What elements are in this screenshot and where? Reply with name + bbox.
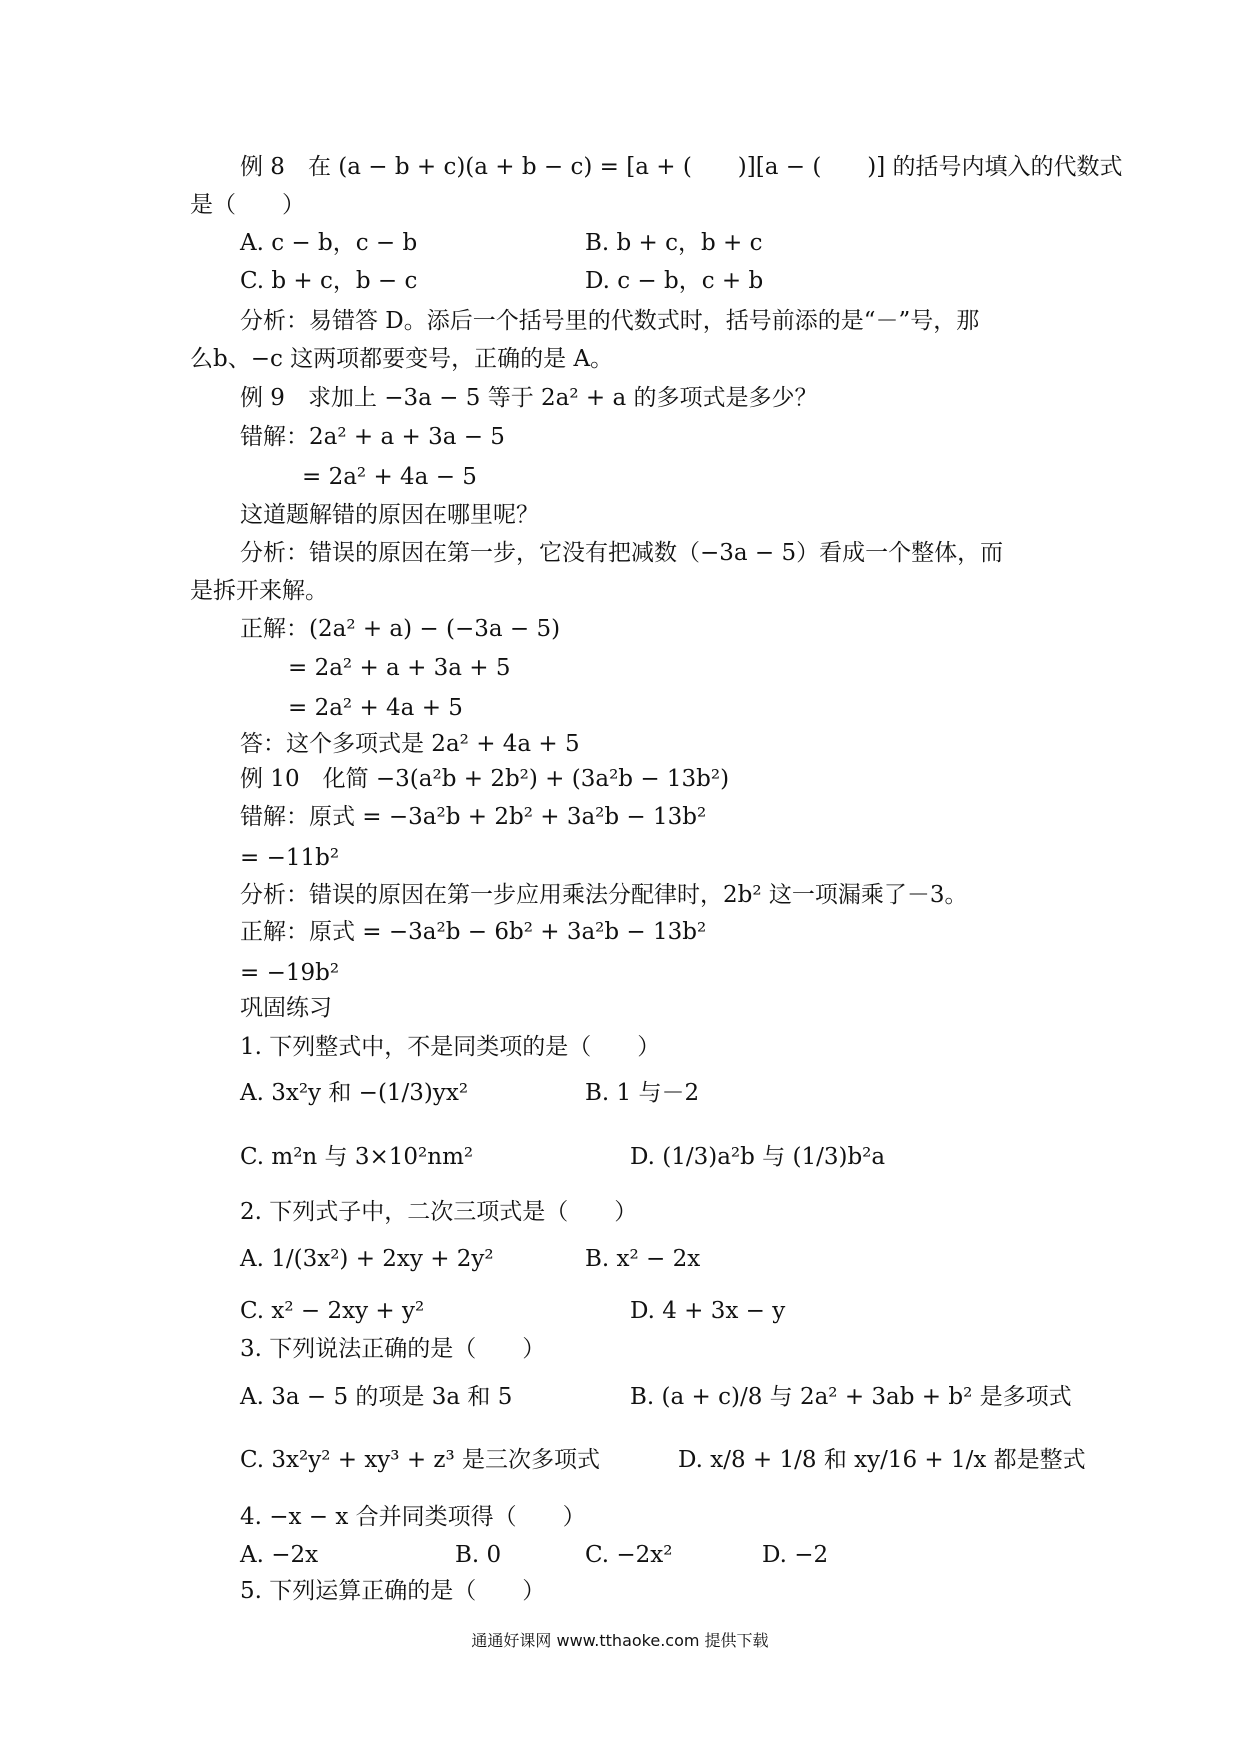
ex9-analysis-line2: 是拆开来解。 [190, 578, 328, 604]
practice-q4-option-d: D. −2 [762, 1542, 829, 1568]
ex9-question: 例 9 求加上 −3a − 5 等于 2a² + a 的多项式是多少？ [240, 385, 818, 411]
practice-q1: 1. 下列整式中，不是同类项的是（ ） [240, 1034, 661, 1060]
ex10-analysis: 分析：错误的原因在第一步应用乘法分配律时，2b² 这一项漏乘了－3。 [240, 882, 968, 908]
ex8-analysis-line1: 分析：易错答 D。添后一个括号里的代数式时，括号前添的是“－”号，那 [240, 308, 980, 334]
ex10-right-line1: 正解：原式 = −3a²b − 6b² + 3a²b − 13b² [240, 919, 707, 945]
ex8-option-b: B. b + c，b + c [585, 230, 763, 256]
ex10-wrong-line2: = −11b² [240, 845, 340, 871]
practice-q4-option-a: A. −2x [240, 1542, 319, 1568]
practice-q4-option-c: C. −2x² [585, 1542, 673, 1568]
ex9-wrong-line2: = 2a² + 4a − 5 [302, 464, 477, 490]
ex10-wrong-line1: 错解：原式 = −3a²b + 2b² + 3a²b − 13b² [240, 804, 707, 830]
ex9-wrong-line1: 错解：2a² + a + 3a − 5 [240, 424, 505, 450]
practice-title: 巩固练习 [240, 995, 332, 1021]
ex8-question-line2: 是（ ） [190, 192, 305, 218]
practice-q3-option-d: D. x/8 + 1/8 和 xy/16 + 1/x 都是整式 [678, 1447, 1086, 1473]
ex9-right-line1: 正解：(2a² + a) − (−3a − 5) [240, 616, 561, 642]
practice-q3-option-a: A. 3a − 5 的项是 3a 和 5 [240, 1384, 513, 1410]
ex10-question: 例 10 化简 −3(a²b + 2b²) + (3a²b − 13b²) [240, 766, 730, 792]
practice-q2-option-a: A. 1/(3x²) + 2xy + 2y² [240, 1246, 494, 1272]
practice-q1-option-c: C. m²n 与 3×10²nm² [240, 1144, 474, 1170]
ex8-analysis-line2: 么b、−c 这两项都要变号，正确的是 A。 [190, 346, 614, 372]
ex9-right-line2: = 2a² + a + 3a + 5 [288, 655, 511, 681]
practice-q1-option-a: A. 3x²y 和 −(1/3)yx² [240, 1080, 469, 1106]
practice-q2-option-d: D. 4 + 3x − y [630, 1298, 786, 1324]
ex9-analysis-line1: 分析：错误的原因在第一步，它没有把减数（−3a − 5）看成一个整体，而 [240, 540, 1004, 566]
practice-q4-option-b: B. 0 [455, 1542, 502, 1568]
practice-q2-option-b: B. x² − 2x [585, 1246, 701, 1272]
ex9-right-line3: = 2a² + 4a + 5 [288, 695, 463, 721]
practice-q5: 5. 下列运算正确的是（ ） [240, 1578, 546, 1604]
ex9-answer: 答：这个多项式是 2a² + 4a + 5 [240, 731, 580, 757]
practice-q3-option-b: B. (a + c)/8 与 2a² + 3ab + b² 是多项式 [630, 1384, 1072, 1410]
practice-q1-option-b: B. 1 与－2 [585, 1080, 700, 1106]
page-footer: 通通好课网 www.tthaoke.com 提供下载 [471, 1631, 769, 1650]
practice-q2: 2. 下列式子中，二次三项式是（ ） [240, 1199, 638, 1225]
practice-q2-option-c: C. x² − 2xy + y² [240, 1298, 425, 1324]
ex8-option-c: C. b + c，b − c [240, 268, 418, 294]
practice-q4: 4. −x − x 合并同类项得（ ） [240, 1504, 586, 1530]
ex10-right-line2: = −19b² [240, 960, 340, 986]
ex8-question-line1: 例 8 在 (a − b + c)(a + b − c) = [a + ( )][a − ( )] 的括号内填入的代数式 [240, 154, 1123, 180]
practice-q3-option-c: C. 3x²y² + xy³ + z³ 是三次多项式 [240, 1447, 601, 1473]
ex9-why: 这道题解错的原因在哪里呢？ [240, 502, 539, 528]
ex8-option-a: A. c − b，c − b [240, 230, 418, 256]
ex8-option-d: D. c − b，c + b [585, 268, 764, 294]
practice-q1-option-d: D. (1/3)a²b 与 (1/3)b²a [630, 1144, 886, 1170]
practice-q3: 3. 下列说法正确的是（ ） [240, 1336, 546, 1362]
